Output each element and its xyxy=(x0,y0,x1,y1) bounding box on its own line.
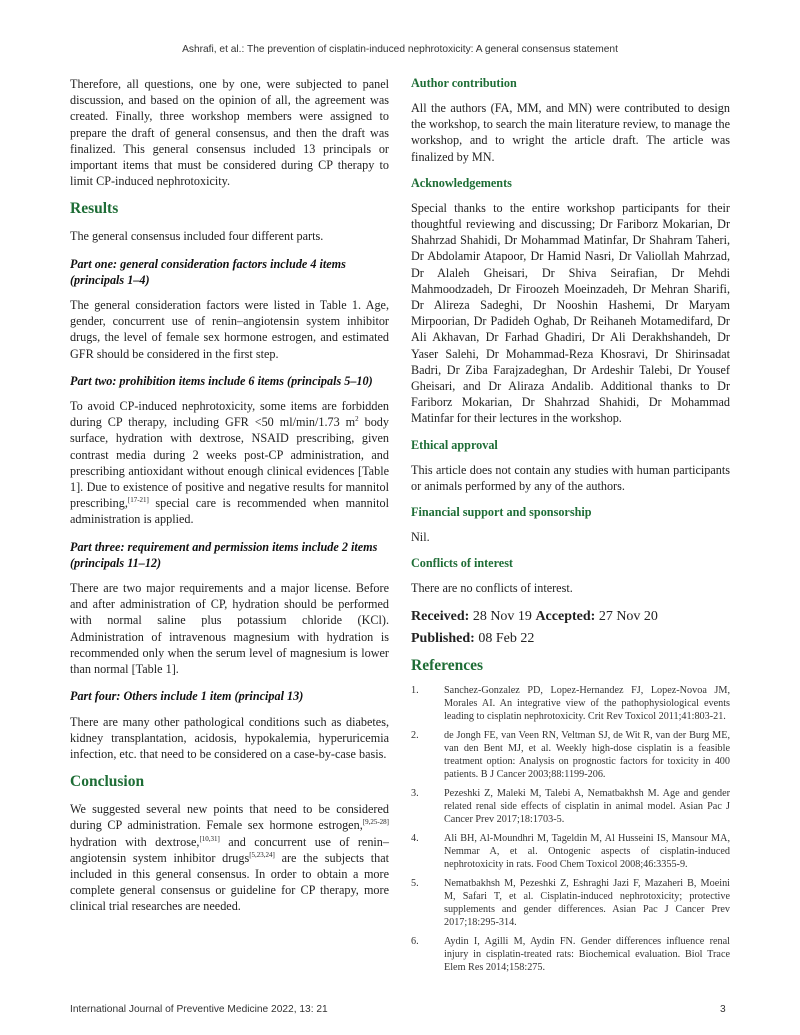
financial-support-paragraph: Nil. xyxy=(411,530,430,545)
left-column xyxy=(70,76,389,915)
citation-superscript: [17-21] xyxy=(127,496,149,505)
reference-text: Nematbakhsh M, Pezeshki Z, Eshraghi Jazi F, Mazaheri B, Moeini M, Safari T, et al. Cisplatin-induced nephrotoxicity; protective supplements and gender differences. Asian Pac J Cancer Prev 2017;18:295-314. xyxy=(444,878,730,929)
reference-item xyxy=(411,832,730,871)
reference-text: Pezeshki Z, Maleki M, Talebi A, Nematbakhsh M. Age and gender related renal side effects of cisplatin in animal model. Asian Pac J Cancer Prev 2017;18:1703-5. xyxy=(444,788,730,826)
received-date: 28 Nov 19 xyxy=(472,609,532,625)
acknowledgements-paragraph: Special thanks to the entire workshop participants for their thoughtful reviewing and discussing; Dr Fariborz Mokarian, Dr Shahrzad Shahidi, Dr Mohammad Matinfar, Dr Shahram Taheri, Dr Abdolamir Atapoor, Dr Hamid Nasri, Dr Valiollah Mahrzad, Dr Alaleh Gheisari, Dr Shiva Seirafian, Dr Mehdi Mahmoodzadeh, Dr Firoozeh Moeinzadeh, Dr Mehran Sharifi, Dr Alireza Sadeghi, Dr Nooshin Hashemi, Dr Maryam Mirpoorian, Dr Padideh Oghab, Dr Reihaneh Motamedifard, Dr Ali Akhavan, Dr Farhad Ghadiri, Dr Ali Derakhshandeh, Dr Yaser Salehi, Dr Mohammad-Reza Khosravi, Dr Shirinsadat Badri, Dr Ziba Farajzadeghan, Dr Ardeshir Talebi, Dr Yousef Gheisari, and Dr Aliraza Andalib. Additional thanks to Dr Fariborz Mokarian, Dr Shahrzad Shahidi, Dr Mohammad Matinfar for their lectures in the workshop. xyxy=(411,200,730,426)
footer-journal: International Journal of Preventive Medicine 2022, 13: 21 xyxy=(70,1004,328,1015)
accepted-label: Accepted: xyxy=(535,609,596,625)
reference-number: 1. xyxy=(411,685,419,697)
part-one-heading: Part one: general consideration factors include 4 items (principals 1–4) xyxy=(70,256,346,287)
results-heading: Results xyxy=(70,200,119,218)
part-four-heading: Part four: Others include 1 item (principal 13) xyxy=(70,689,304,704)
part-two-heading: Part two: prohibition items include 6 items (principals 5–10) xyxy=(70,373,373,388)
page-number: 3 xyxy=(720,1004,726,1015)
citation-superscript: [9,25-28] xyxy=(362,818,389,827)
reference-text: de Jongh FE, van Veen RN, Veltman SJ, de Wit R, van der Burg ME, van den Bent MJ, et al. Weekly high-dose cisplatin is a feasible treatment option: Analysis on prognostic factors for toxicity in 400 patients. B J Cancer 2003;88:1199-206. xyxy=(444,730,730,781)
results-intro-paragraph: The general consensus included four different parts. xyxy=(70,229,324,244)
part-four-paragraph: There are many other pathological conditions such as diabetes, kidney transplantation, acidosis, hypokalemia, hyperuricemia infection, etc. that need to be considered on a case-by-case basis. xyxy=(70,714,389,761)
conflicts-paragraph: There are no conflicts of interest. xyxy=(411,581,573,596)
reference-item xyxy=(411,684,730,723)
reference-number: 2. xyxy=(411,730,419,742)
citation-superscript: [5,23,24] xyxy=(249,850,275,859)
part-two-text-c: special care is recommended when mannitol administration is applied. xyxy=(70,496,389,527)
right-column xyxy=(411,76,730,980)
reference-item xyxy=(411,729,730,781)
citation-superscript: [10,31] xyxy=(199,834,220,843)
part-two-text-b: body surface, hydration with dextrose, NSAID prescribing, given contrast media during 2 weeks post-CP administration, and prescribing antioxidant without enough clinical evidences [Table 1]. Due to existence of positive and negative results for mannitol prescribing, xyxy=(70,415,389,511)
references-list xyxy=(411,684,730,974)
methods-closing-paragraph: Therefore, all questions, one by one, were subjected to panel discussion, and based on the opinion of all, the agreement was created. Finally, three workshop members were assigned to prepare the draft of general consensus, and then the draft was finalized. This general consensus included 13 principals or important items that must be considered during CP therapy to limit CP-induced nephrotoxicity. xyxy=(70,77,389,189)
reference-number: 6. xyxy=(411,936,419,948)
accepted-date: 27 Nov 20 xyxy=(598,609,658,625)
references-heading: References xyxy=(411,657,484,675)
superscript-squared: 2 xyxy=(355,415,359,424)
conclusion-heading: Conclusion xyxy=(70,773,145,791)
part-two-paragraph xyxy=(70,398,389,528)
ethical-approval-heading: Ethical approval xyxy=(411,437,498,452)
conclusion-text-b: hydration with dextrose, xyxy=(70,834,200,849)
conflicts-heading: Conflicts of interest xyxy=(411,556,513,571)
received-label: Received: xyxy=(411,609,470,625)
received-accepted-line xyxy=(411,607,730,627)
part-three-paragraph: There are two major requirements and a major license. Before and after administration of CP, hydration should be performed with normal saline plus potassium chloride (KCl). Administration of intravenous magnesium with hydration is recommended only when the serum level of magnesium is lower than normal [Table 1]. xyxy=(70,581,389,677)
financial-support-heading: Financial support and sponsorship xyxy=(411,505,592,520)
conclusion-text-c: and concurrent use of renin–angiotensin system inhibitor drugs xyxy=(70,834,389,865)
part-two-text-a: To avoid CP-induced nephrotoxicity, some items are forbidden during CP therapy, including GFR <50 ml/min/1.73 m xyxy=(70,399,389,430)
reference-number: 4. xyxy=(411,833,419,845)
acknowledgements-heading: Acknowledgements xyxy=(411,175,512,190)
conclusion-text-d: are the subjects that included in this general consensus. In order to obtain a more complete general consensus or guideline for CP therapy, more clinical trial researches are needed. xyxy=(70,850,390,914)
reference-number: 3. xyxy=(411,788,419,800)
reference-item xyxy=(411,877,730,929)
running-head: Ashrafi, et al.: The prevention of cisplatin-induced nephrotoxicity: A general consensus statement xyxy=(182,44,618,55)
author-contribution-heading: Author contribution xyxy=(411,76,517,90)
ethical-approval-paragraph: This article does not contain any studies with human participants or animals performed by any of the authors. xyxy=(411,462,730,493)
conclusion-text-a: We suggested several new points that need to be considered during CP administration. Female sex hormone estrogen, xyxy=(70,802,389,833)
conclusion-paragraph xyxy=(70,801,389,914)
part-three-heading: Part three: requirement and permission items include 2 items (principals 11–12) xyxy=(70,539,378,570)
reference-number: 5. xyxy=(411,878,419,890)
published-label: Published: xyxy=(411,631,475,647)
reference-item xyxy=(411,787,730,826)
published-line xyxy=(411,629,730,649)
reference-item xyxy=(411,935,730,974)
published-date: 08 Feb 22 xyxy=(478,631,535,647)
part-one-paragraph: The general consideration factors were listed in Table 1. Age, gender, concurrent use of renin–angiotensin system inhibitor drugs, the level of female sex hormone estrogen, and estimated GFR should be considered in the first step. xyxy=(70,298,389,361)
author-contribution-paragraph: All the authors (FA, MM, and MN) were contributed to design the workshop, to search the main literature review, to manage the workshop, and to wright the article draft. The article was finalized by MN. xyxy=(411,101,730,164)
reference-text: Sanchez-Gonzalez PD, Lopez-Hernandez FJ, Lopez-Novoa JM, Morales AI. An integrative view of the pathophysiological events leading to cisplatin nephrotoxicity. Crit Rev Toxicol 2011;41:803-21. xyxy=(444,685,730,723)
reference-text: Aydin I, Agilli M, Aydin FN. Gender differences influence renal injury in cisplatin-treated rats: Biochemical evaluation. Biol Trace Elem Res 2014;158:275. xyxy=(444,936,730,974)
reference-text: Ali BH, Al-Moundhri M, Tageldin M, Al Husseini IS, Mansour MA, Nemmar A, et al. Ontogenic aspects of cisplatin-induced nephrotoxicity in rats. Food Chem Toxicol 2008;46:3355-9. xyxy=(444,833,730,871)
